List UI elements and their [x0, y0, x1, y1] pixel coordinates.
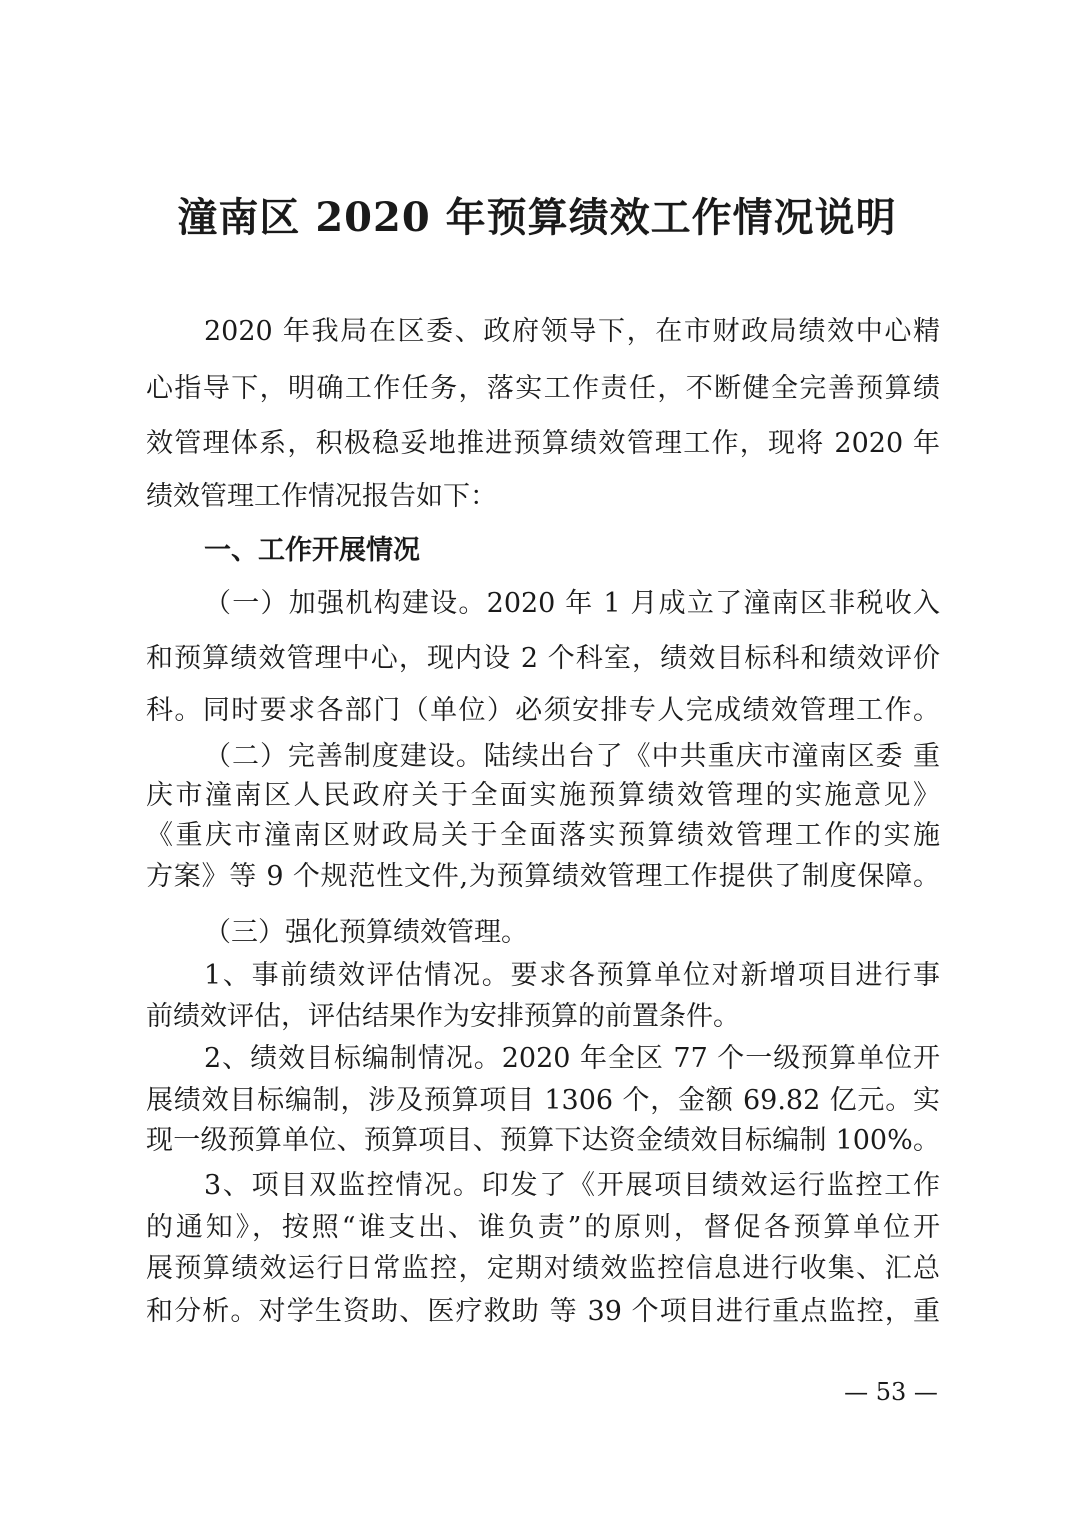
document-title: 潼南区 2020 年预算绩效工作情况说明 — [177, 194, 897, 241]
section-heading: 一、工作开展情况 — [204, 535, 420, 566]
paragraph-2-line-4: 方案》等 9 个规范性文件,为预算绩效管理工作提供了制度保障。 — [146, 861, 940, 892]
paragraph-5-line-1: 2、绩效目标编制情况。2020 年全区 77 个一级预算单位开 — [204, 1043, 940, 1074]
paragraph-6-line-4: 和分析。对学生资助、医疗救助 等 39 个项目进行重点监控，重 — [146, 1296, 940, 1327]
paragraph-1-line-2: 和预算绩效管理中心，现内设 2 个科室，绩效目标科和绩效评价 — [146, 643, 940, 674]
paragraph-intro-line-2: 心指导下，明确工作任务，落实工作责任，不断健全完善预算绩 — [146, 373, 940, 404]
paragraph-2-line-1: （二）完善制度建设。陆续出台了《中共重庆市潼南区委 重 — [204, 741, 940, 772]
paragraph-4-line-1: 1、事前绩效评估情况。要求各预算单位对新增项目进行事 — [204, 960, 940, 991]
paragraph-1-line-3: 科。同时要求各部门（单位）必须安排专人完成绩效管理工作。 — [146, 695, 940, 726]
paragraph-4-line-2: 前绩效评估，评估结果作为安排预算的前置条件。 — [146, 1001, 740, 1032]
paragraph-2-line-3: 《重庆市潼南区财政局关于全面落实预算绩效管理工作的实施 — [146, 820, 940, 851]
paragraph-5-line-3: 现一级预算单位、预算项目、预算下达资金绩效目标编制 100%。 — [146, 1125, 940, 1156]
paragraph-intro-line-1: 2020 年我局在区委、政府领导下，在市财政局绩效中心精 — [204, 316, 940, 347]
paragraph-5-line-2: 展绩效目标编制，涉及预算项目 1306 个，金额 69.82 亿元。实 — [146, 1085, 940, 1116]
paragraph-6-line-2: 的通知》，按照“谁支出、谁负责”的原则，督促各预算单位开 — [146, 1212, 940, 1243]
page-number: — 53 — — [844, 1378, 938, 1406]
paragraph-1-line-1: （一）加强机构建设。2020 年 1 月成立了潼南区非税收入 — [204, 588, 940, 619]
paragraph-6-line-3: 展预算绩效运行日常监控，定期对绩效监控信息进行收集、汇总 — [146, 1253, 940, 1284]
paragraph-intro-line-4: 绩效管理工作情况报告如下： — [146, 481, 497, 512]
paragraph-6-line-1: 3、项目双监控情况。印发了《开展项目绩效运行监控工作 — [204, 1170, 940, 1201]
paragraph-2-line-2: 庆市潼南区人民政府关于全面实施预算绩效管理的实施意见》 — [146, 780, 940, 811]
paragraph-3-heading: （三）强化预算绩效管理。 — [204, 917, 528, 948]
paragraph-intro-line-3: 效管理体系，积极稳妥地推进预算绩效管理工作，现将 2020 年 — [146, 428, 940, 459]
